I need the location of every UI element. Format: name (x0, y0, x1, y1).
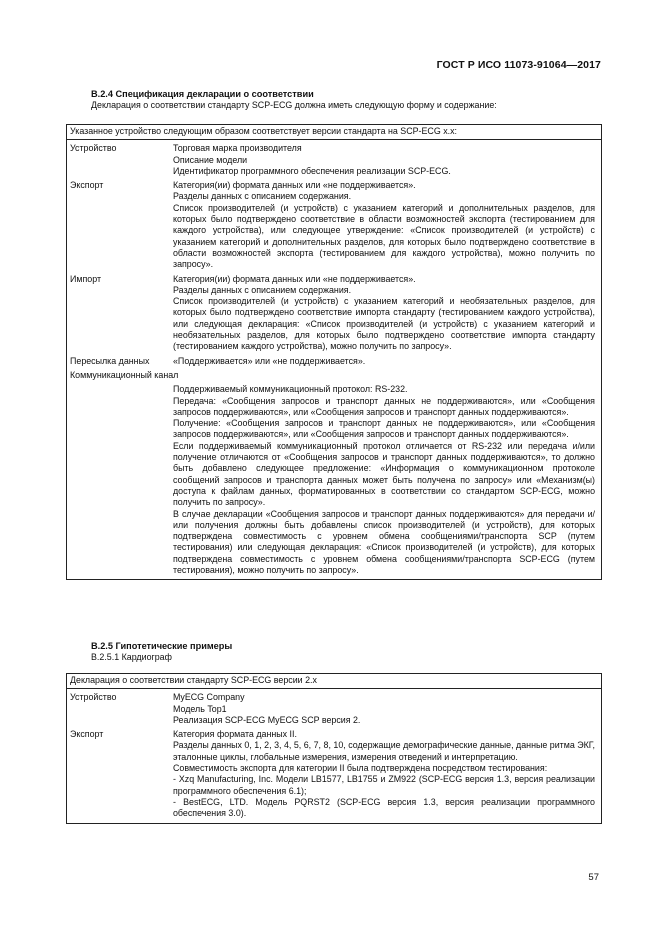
value-line: Модель Top1 (173, 703, 227, 714)
comm-channel-body (67, 384, 601, 576)
value-line: Разделы данных с описанием содержания. (173, 191, 352, 202)
row-label: Устройство (70, 143, 117, 154)
row-label: Экспорт (70, 729, 104, 740)
section-b25-title: B.2.5 Гипотетические примеры (91, 641, 233, 651)
section-b24-intro: Декларация о соответствии стандарту SCP-ECG должна иметь следующую форму и содержание: (91, 100, 497, 110)
table2-row-device (67, 692, 601, 726)
value-line: Разделы данных с описанием содержания. (173, 284, 352, 295)
comm-paragraph: Поддерживаемый коммуникационный протокол: RS-232. (173, 384, 408, 395)
comm-paragraph: Получение: «Сообщения запросов и транспорт данных не поддерживаются», или «Сообщения запросов поддерживаются», или «Сообщения запросов и транспорт данных поддерживаются». (173, 418, 595, 440)
row-value (173, 274, 595, 353)
page-number: 57 (588, 872, 599, 883)
comm-paragraph: Если поддерживаемый коммуникационный протокол отличается от RS-232 или передача и/или получение отличаются от «Сообщения запросов и транспорт данных поддерживаются», то должно быть добавлено следующее предложение: «Информация о коммуникационном протоколе сообщений запросов и транспорта данных может быть получена по запросу» или «Механизм(ы) доступа к файлам данных, форматированных в соответствии со стандартом SCP-ECG, можно получить по запросу». (173, 440, 595, 508)
row-label: Экспорт (70, 180, 104, 191)
value-line: Описание модели (173, 154, 248, 165)
value-line: Идентификатор программного обеспечения реализации SCP-ECG. (173, 165, 451, 176)
value-line: Реализация SCP-ECG MyECG SCP версия 2. (173, 714, 361, 725)
table2-row-export (67, 729, 601, 819)
comm-paragraph: В случае декларации «Сообщения запросов и транспорт данных поддерживаются» для передачи и/или получения должны быть добавлены список производителей (и устройств), для которых подтверждена совместимость с уровнем обмена сообщениями/транспорта SCP (путем тестирования) или следующая декларация: «Список производителей (и устройств), для которых подтверждена совместимость с уровнем обмена сообщениями/транспорта SCP-ECG (путем тестирования), можно получить по запросу». (173, 508, 595, 575)
comm-paragraph: Передача: «Сообщения запросов и транспорт данных не поддерживаются», или «Сообщения запросов поддерживаются», или «Сообщения запросов и транспорт данных поддерживаются». (173, 395, 595, 417)
example-declaration-table (66, 673, 602, 824)
value-line: Разделы данных 0, 1, 2, 3, 4, 5, 6, 7, 8, 10, содержащие демографические данные, данные ритма ЭКГ, эталонные циклы, глобальные измерения, измерения отведений и интерпретацию. (173, 740, 595, 762)
table1-row-forwarding (67, 356, 601, 367)
table2-head: Декларация о соответствии стандарту SCP-ECG версии 2.x (67, 674, 601, 689)
section-b24-title: B.2.4 Спецификация декларации о соответствии (91, 89, 314, 99)
row-value (173, 143, 595, 177)
value-line: Категория формата данных II. (173, 729, 297, 740)
row-label: Устройство (70, 692, 117, 703)
table1-row-device (67, 143, 601, 177)
row-value (173, 180, 595, 270)
value-line: - Xzq Manufacturing, Inc. Модели LB1577, LB1755 и ZM922 (SCP-ECG версия 1.3, версия реализации программного обеспечения 6.1); (173, 774, 595, 796)
row-label: Пересылка данных (70, 355, 150, 366)
value-line: Категория(ии) формата данных или «не поддерживается». (173, 180, 416, 191)
section-b251-subtitle: B.2.5.1 Кардиограф (91, 652, 172, 662)
table1-row-export (67, 180, 601, 270)
row-value (173, 692, 595, 726)
value-line: Список производителей (и устройств) с указанием категорий и необязательных разделов, для которых было подтверждено соответствие импорта стандарту (тестированием каждого устройства), или следующая декларация: «Список производителей (и устройств) с указанием категорий и необязательных разделов, для которых было подтверждено соответствие импорта стандарту (тестированием каждого устройства), можно получить по запросу». (173, 296, 595, 352)
value-line: Список производителей (и устройств) с указанием категорий и дополнительных разделов, для которых было подтверждено соответствие в области возможностей экспорта (тестированием для каждого устройства), или следующее утверждение: «Список производителей (и устройств) с указанием категорий и дополнительных разделов, для которых было подтверждено соответствие в области возможностей экспорта (тестированием для каждого устройства), можно получить по запросу». (173, 202, 595, 270)
row-value: «Поддерживается» или «не поддерживается». (173, 355, 366, 366)
value-line: Торговая марка производителя (173, 143, 302, 154)
table1-head: Указанное устройство следующим образом соответствует версии стандарта на SCP-ECG x.x: (67, 125, 601, 140)
row-label: Импорт (70, 273, 102, 284)
comm-channel-label: Коммуникационный канал (70, 369, 179, 380)
conformance-template-table (66, 124, 602, 580)
value-line: - BestECG, LTD. Модель PQRST2 (SCP-ECG версия 1.3, версия реализации программного обеспечения 3.0). (173, 796, 595, 819)
value-line: MyECG Company (173, 692, 245, 703)
row-value (173, 729, 595, 819)
table1-row-import (67, 274, 601, 353)
value-line: Категория(ии) формата данных или «не поддерживается». (173, 273, 416, 284)
document-header: ГОСТ Р ИСО 11073-91064—2017 (436, 59, 601, 71)
value-line: Совместимость экспорта для категории II была подтверждена посредством тестирования: (173, 763, 548, 774)
